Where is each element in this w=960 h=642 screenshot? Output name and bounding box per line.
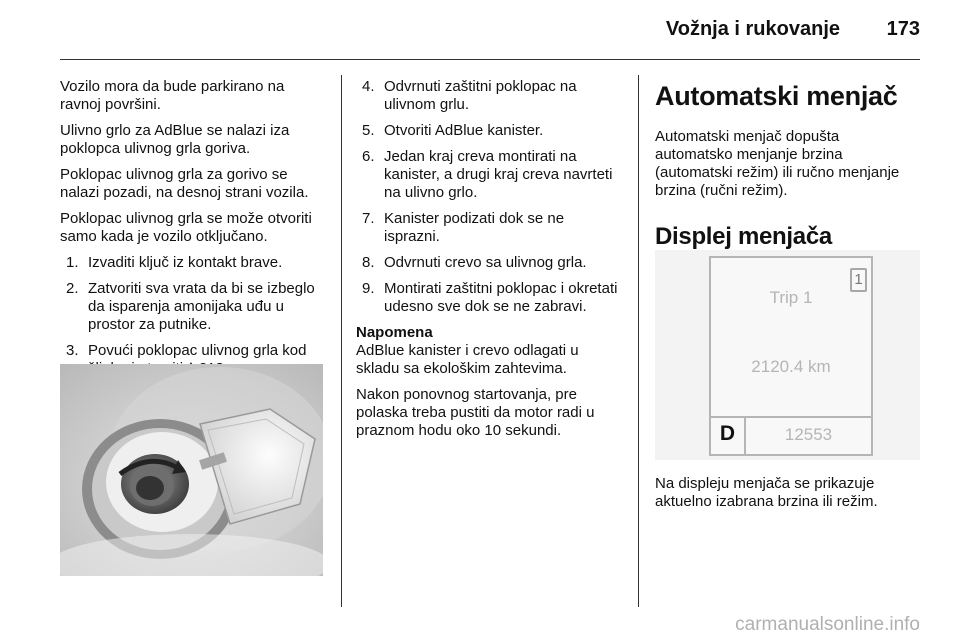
step-number: 4. <box>362 78 375 95</box>
list-item <box>356 148 624 202</box>
step-text: Montirati zaštitni poklopac i okretati udesno sve dok se ne zabravi. <box>384 280 618 315</box>
step-number: 3. <box>66 342 79 359</box>
step-number: 9. <box>362 280 375 297</box>
paragraph: Poklopac ulivnog grla za gorivo se nalazi pozadi, na desnoj strani vozila. <box>60 166 309 201</box>
display-panel <box>709 256 873 456</box>
step-number: 8. <box>362 254 375 271</box>
paragraph: Poklopac ulivnog grla se može otvoriti samo kada je vozilo otključano. <box>60 210 312 245</box>
step-number: 2. <box>66 280 79 297</box>
step-text: Zatvoriti sva vrata da bi se izbeglo da isparenja amonijaka uđu u prostor za putnike. <box>88 280 315 333</box>
steps-list <box>356 78 624 316</box>
list-item <box>356 78 624 114</box>
step-number: 6. <box>362 148 375 165</box>
header-divider <box>60 59 920 60</box>
list-item <box>356 280 624 316</box>
paragraph: Nakon ponovnog startovanja, pre polaska treba pustiti da motor radi u praznom hodu oko 10 sekundi. <box>356 386 595 439</box>
paragraph: Ulivno grlo za AdBlue se nalazi iza poklopca ulivnog grla goriva. <box>60 122 290 157</box>
paragraph: Vozilo mora da bude parkirano na ravnoj površini. <box>60 78 285 113</box>
list-item <box>60 280 328 334</box>
transmission-display-illustration <box>655 250 920 460</box>
step-number: 7. <box>362 210 375 227</box>
list-item <box>356 254 624 272</box>
step-number: 5. <box>362 122 375 139</box>
page-header-title: Vožnja i rukovanje <box>665 18 840 40</box>
step-number: 1. <box>66 254 79 271</box>
column-divider <box>638 75 639 607</box>
fuel-filler-illustration <box>60 364 323 576</box>
odometer-reading: 12553 <box>784 425 833 444</box>
list-item <box>356 210 624 246</box>
trip-icon: 1 <box>850 268 867 292</box>
section-heading: Automatski menjač <box>655 81 898 111</box>
note-text: AdBlue kanister i crevo odlagati u skladu sa ekološkim zahtevima. <box>356 342 579 377</box>
paragraph: Automatski menjač dopušta automatsko menjanje brzina (automatski režim) ili ručno menjanje brzina (ručni režim). <box>655 128 900 199</box>
step-text: Jedan kraj creva montirati na kanister, a drugi kraj creva navrteti na ulivno grlo. <box>384 148 613 201</box>
note-heading: Napomena <box>356 324 433 341</box>
trip-distance: 2120.4 km <box>751 357 831 376</box>
gear-indicator: D <box>719 422 736 445</box>
paragraph: Na displeju menjača se prikazuje aktuelno izabrana brzina ili režim. <box>655 475 878 510</box>
step-text: Odvrnuti zaštitni poklopac na ulivnom grlu. <box>384 78 577 113</box>
list-item <box>356 122 624 140</box>
watermark: carmanualsonline.info <box>735 614 920 635</box>
step-text: Kanister podizati dok se ne isprazni. <box>384 210 565 245</box>
column-divider <box>341 75 342 607</box>
list-item <box>60 254 328 272</box>
middle-column <box>356 78 624 448</box>
left-column <box>60 78 328 386</box>
display-divider <box>711 416 871 418</box>
right-column <box>655 80 920 268</box>
subsection-heading: Displej menjača <box>655 223 832 250</box>
step-text: Povući poklopac ulivnog grla kod <box>88 342 307 359</box>
step-text: Izvaditi ključ iz kontakt brave. <box>88 254 283 271</box>
fuel-filler-image <box>60 364 323 576</box>
trip-label: Trip 1 <box>769 288 813 307</box>
right-column-caption <box>655 475 920 519</box>
step-text: Odvrnuti crevo sa ulivnog grla. <box>384 254 587 271</box>
page-number: 173 <box>886 18 920 40</box>
steps-list <box>60 254 328 378</box>
step-text: Otvoriti AdBlue kanister. <box>384 122 544 139</box>
